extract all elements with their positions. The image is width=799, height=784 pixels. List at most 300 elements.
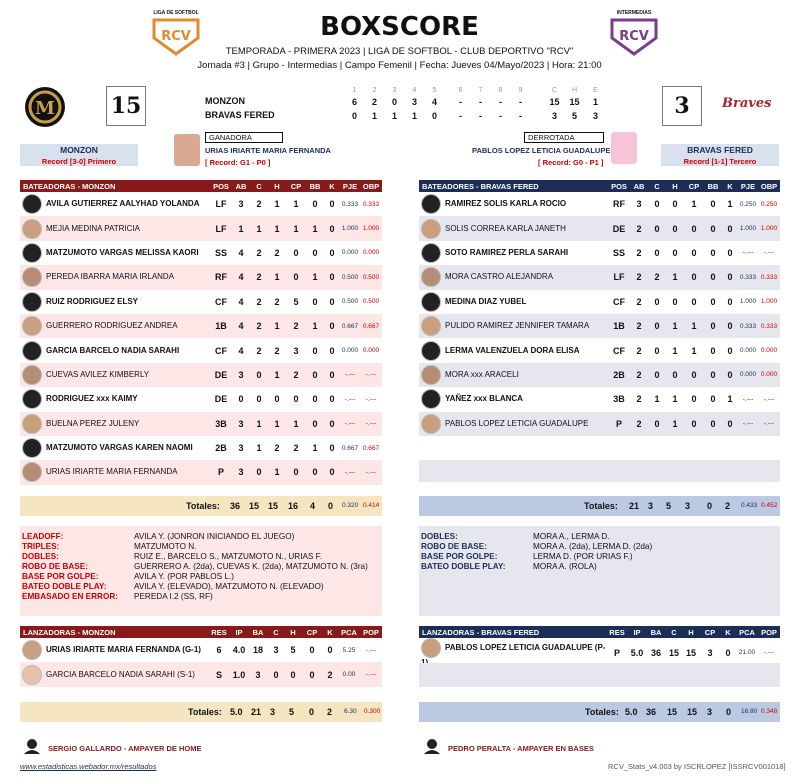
col-k: K bbox=[722, 180, 738, 192]
inning-score: - bbox=[459, 97, 462, 107]
stats-link[interactable]: www.estadisticas.webador.mx/resultados bbox=[20, 762, 157, 771]
totals-label: Totales: bbox=[584, 501, 618, 511]
stat-p: DE bbox=[210, 363, 232, 387]
loss-pitcher-name: PABLOS LOPEZ LETICIA GUADALUPE bbox=[472, 146, 611, 155]
total-ip: 5.0 bbox=[625, 707, 638, 717]
stat-res: 6 bbox=[216, 645, 222, 656]
stat-h: 1 bbox=[268, 265, 286, 289]
total-errors: 1 bbox=[592, 97, 598, 107]
inning-header: 3 bbox=[392, 87, 397, 94]
total-cp: 16 bbox=[288, 501, 299, 511]
player-name: MORA CASTRO ALEJANDRA bbox=[445, 272, 554, 282]
stat-ab: 2 bbox=[630, 412, 648, 436]
stat-h: 0 bbox=[284, 662, 302, 686]
stat-ab: 4 bbox=[238, 247, 244, 258]
total-hits: 15 bbox=[569, 97, 580, 107]
col-pop: POP bbox=[758, 626, 780, 638]
player-name: GARCIA BARCELO NADIA SARAHI bbox=[46, 345, 180, 355]
player-cell bbox=[419, 216, 608, 240]
stat-bb: 0 bbox=[312, 345, 318, 356]
header-row bbox=[419, 626, 780, 638]
stat-cp: 0 bbox=[293, 394, 299, 405]
stat-pje: -.--- bbox=[340, 363, 360, 387]
player-avatar bbox=[421, 341, 441, 361]
stat-h: 0 bbox=[274, 394, 280, 405]
table-row bbox=[20, 436, 382, 460]
away-notes bbox=[419, 526, 780, 616]
total-c: 3 bbox=[270, 707, 276, 717]
stat-pje: -.--- bbox=[340, 460, 360, 484]
player-avatar bbox=[22, 243, 42, 263]
away-record: Record [1-1] Tercero bbox=[683, 157, 757, 166]
player-avatar bbox=[22, 414, 42, 434]
col-h: H bbox=[666, 180, 684, 192]
credit-text: RCV_Stats_v4.003 by ISCRLOPEZ [ISSRCV001018] bbox=[608, 762, 786, 771]
stat-ab: 4 bbox=[238, 296, 244, 307]
player-avatar bbox=[22, 341, 42, 361]
table-title: BATEADORAS - MONZON bbox=[20, 180, 210, 192]
stat-c: 0 bbox=[250, 460, 268, 484]
table-row bbox=[20, 290, 382, 314]
note-key: BATEO DOBLE PLAY: bbox=[421, 562, 506, 571]
stat-obp: 1.000 bbox=[760, 298, 778, 306]
table-row bbox=[419, 338, 780, 362]
stat-pje: 0.000 bbox=[341, 347, 359, 355]
monzon-logo bbox=[22, 86, 68, 128]
player-name: PEREDA IBARRA MARIA IRLANDA bbox=[46, 272, 175, 282]
stat-p: CF bbox=[613, 345, 625, 356]
player-cell bbox=[20, 241, 210, 265]
stat-k: 0 bbox=[324, 363, 340, 387]
table-row bbox=[20, 216, 382, 240]
stat-obp: -.--- bbox=[360, 460, 382, 484]
col-k: K bbox=[324, 180, 340, 192]
stat-ab: 2 bbox=[630, 265, 648, 289]
player-avatar bbox=[421, 389, 441, 409]
stat-p: 3B bbox=[210, 412, 232, 436]
stat-obp: 0.500 bbox=[362, 298, 380, 306]
stat-pje: -.--- bbox=[344, 395, 356, 403]
stat-ab: 4 bbox=[238, 345, 244, 356]
stat-k: 0 bbox=[324, 265, 340, 289]
stat-p: 2B bbox=[215, 443, 227, 454]
pitcher-name: URIAS IRIARTE MARIA FERNANDA (G-1) bbox=[46, 645, 201, 655]
total-h: 15 bbox=[268, 501, 279, 511]
stat-k: 0 bbox=[722, 363, 738, 387]
stat-c: 0 bbox=[648, 363, 666, 387]
stat-bb: 0 bbox=[710, 199, 716, 210]
stat-p: 1B bbox=[608, 314, 630, 338]
col-c: C bbox=[666, 626, 682, 638]
player-cell bbox=[20, 265, 210, 289]
table-row bbox=[419, 265, 780, 289]
stat-k: 0 bbox=[727, 296, 733, 307]
stat-ba: 3 bbox=[248, 662, 268, 686]
inning-header: 2 bbox=[372, 87, 377, 94]
stat-bb: 0 bbox=[312, 394, 318, 405]
note-value: GUERRERO A. (2da), CUEVAS K. (2da), MATZUMOTO N. (3ra) bbox=[134, 562, 368, 571]
table-row bbox=[20, 412, 382, 436]
stat-cp: 1 bbox=[286, 412, 306, 436]
page-title: BOXSCORE bbox=[320, 12, 479, 42]
note-line bbox=[22, 582, 382, 592]
inning-header: 4 bbox=[412, 87, 417, 94]
stat-h: 5 bbox=[290, 645, 296, 656]
stat-h: 1 bbox=[666, 314, 684, 338]
table-row bbox=[419, 192, 780, 216]
total-k: 0 bbox=[328, 501, 334, 511]
stat-cp: 2 bbox=[293, 443, 299, 454]
stat-h: 1 bbox=[268, 460, 286, 484]
col-obp: OBP bbox=[360, 180, 382, 192]
total-k: 2 bbox=[327, 707, 333, 717]
stat-k: 0 bbox=[324, 412, 340, 436]
stat-bb: 1 bbox=[312, 443, 318, 454]
total-obp: 0.414 bbox=[363, 502, 380, 509]
stat-ip: 4.0 bbox=[232, 645, 246, 656]
player-cell bbox=[419, 387, 608, 411]
col-obp: OBP bbox=[758, 180, 780, 192]
stat-pje: 0.333 bbox=[341, 200, 359, 208]
player-avatar bbox=[421, 219, 441, 239]
stat-h: 1 bbox=[268, 412, 286, 436]
total-h: 5 bbox=[666, 501, 672, 511]
stat-cp: 0 bbox=[293, 247, 299, 258]
stat-ab: 2 bbox=[630, 314, 648, 338]
note-line bbox=[421, 542, 780, 552]
stat-bb: 0 bbox=[710, 247, 716, 258]
note-key: LEADOFF: bbox=[22, 532, 64, 541]
player-cell bbox=[20, 436, 210, 460]
stat-bb: 1 bbox=[306, 216, 324, 240]
table-row bbox=[20, 338, 382, 362]
total-runs: 15 bbox=[549, 97, 560, 107]
stat-obp: -.--- bbox=[763, 395, 775, 403]
total-pca: 6.30 bbox=[344, 708, 357, 715]
stat-h: 1 bbox=[666, 412, 684, 436]
inning-header: 7 bbox=[478, 87, 483, 94]
note-line bbox=[421, 552, 780, 562]
stat-pje: 0.000 bbox=[738, 363, 758, 387]
stat-bb: 0 bbox=[306, 363, 324, 387]
stat-k: 0 bbox=[727, 247, 733, 258]
note-key: ROBO DE BASE: bbox=[421, 542, 487, 551]
player-name: MORA xxx ARACELI bbox=[445, 370, 519, 380]
player-cell bbox=[20, 290, 210, 314]
stat-bb: 0 bbox=[306, 412, 324, 436]
stat-c: 0 bbox=[256, 394, 262, 405]
player-avatar bbox=[22, 194, 42, 214]
stat-ab: 2 bbox=[636, 296, 642, 307]
stat-ip: 5.0 bbox=[630, 647, 644, 658]
stat-k: 0 bbox=[324, 314, 340, 338]
col-c: C bbox=[250, 180, 268, 192]
svg-text:M: M bbox=[35, 98, 55, 119]
total-pca: 16.80 bbox=[741, 708, 758, 715]
away-team-box bbox=[661, 144, 779, 166]
stat-h: 1 bbox=[268, 314, 286, 338]
col-cp: CP bbox=[684, 180, 704, 192]
stat-cp: 0 bbox=[302, 662, 322, 686]
player-cell bbox=[419, 412, 608, 436]
note-line bbox=[22, 562, 382, 572]
stat-p: 3B bbox=[613, 394, 625, 405]
stat-c: 0 bbox=[654, 296, 660, 307]
stat-k: 0 bbox=[329, 247, 335, 258]
inning-score: - bbox=[519, 97, 522, 107]
stat-c: 2 bbox=[256, 296, 262, 307]
stat-obp: 0.333 bbox=[758, 314, 780, 338]
note-value: MORA A., LERMA D. bbox=[533, 532, 610, 541]
player-avatar bbox=[22, 462, 42, 482]
stat-obp: 0.000 bbox=[760, 347, 778, 355]
inning-score: - bbox=[499, 111, 502, 121]
player-name: PULIDO RAMIREZ JENNIFER TAMARA bbox=[445, 321, 590, 331]
total-pje: 0.433 bbox=[741, 502, 758, 509]
stat-bb: 0 bbox=[312, 199, 318, 210]
total-hits: 5 bbox=[571, 111, 577, 121]
stat-k: 0 bbox=[324, 460, 340, 484]
table-row bbox=[419, 387, 780, 411]
player-avatar bbox=[421, 292, 441, 312]
table-row bbox=[20, 314, 382, 338]
table-row bbox=[419, 363, 780, 387]
note-value: PEREDA I.2 (SS, RF) bbox=[134, 592, 213, 601]
col-bb: BB bbox=[704, 180, 722, 192]
player-cell bbox=[419, 363, 608, 387]
table-row bbox=[419, 241, 780, 265]
umpire-home: SERGIO GALLARDO - AMPAYER DE HOME bbox=[48, 744, 202, 753]
total-h: 15 bbox=[687, 707, 698, 717]
stat-cp: 0 bbox=[309, 645, 315, 656]
stat-h: 2 bbox=[274, 247, 280, 258]
player-avatar bbox=[421, 267, 441, 287]
total-c: 3 bbox=[648, 501, 654, 511]
inning-score: 1 bbox=[411, 111, 417, 121]
pitcher-cell bbox=[20, 638, 208, 662]
away-pitching-filler bbox=[419, 663, 780, 687]
note-value: MORA A. (ROLA) bbox=[533, 562, 597, 571]
note-line bbox=[22, 532, 382, 542]
stat-c: 2 bbox=[648, 265, 666, 289]
stat-obp: -.--- bbox=[360, 363, 382, 387]
stat-cp: 0 bbox=[684, 363, 704, 387]
stat-p: CF bbox=[215, 296, 227, 307]
stat-p: RF bbox=[210, 265, 232, 289]
totals-label: Totales: bbox=[585, 707, 619, 717]
col-pos: POS bbox=[608, 180, 630, 192]
inning-header: 5 bbox=[432, 87, 437, 94]
pitcher-name: PABLOS LOPEZ LETICIA GUADALUPE (P- bbox=[445, 643, 606, 653]
stat-res: P bbox=[613, 647, 620, 658]
stat-bb: 0 bbox=[704, 314, 722, 338]
player-avatar bbox=[421, 194, 441, 214]
table-row bbox=[20, 265, 382, 289]
player-avatar bbox=[22, 640, 42, 660]
stat-cp: 0 bbox=[691, 394, 697, 405]
inning-header: 1 bbox=[352, 87, 357, 94]
stat-k: 0 bbox=[327, 645, 333, 656]
win-label: GANADORA bbox=[205, 132, 283, 143]
stat-k: 0 bbox=[324, 216, 340, 240]
note-key: DOBLES: bbox=[421, 532, 458, 541]
player-cell bbox=[20, 460, 210, 484]
stat-cp: 2 bbox=[286, 363, 306, 387]
col-pop: POP bbox=[360, 626, 382, 638]
stat-k: 0 bbox=[722, 412, 738, 436]
stat-k: 0 bbox=[329, 296, 335, 307]
total-errors: 3 bbox=[592, 111, 598, 121]
stat-obp: 0.500 bbox=[360, 265, 382, 289]
stat-c: 0 bbox=[250, 363, 268, 387]
stat-pje: 0.667 bbox=[340, 314, 360, 338]
player-name: MATZUMOTO VARGAS KAREN NAOMI bbox=[46, 443, 193, 453]
total-ip: 5.0 bbox=[230, 707, 243, 717]
player-name: MEDINA DIAZ YUBEL bbox=[445, 296, 527, 306]
stat-obp: 0.333 bbox=[758, 265, 780, 289]
win-pitcher-record: [ Record: G1 - P0 ] bbox=[205, 158, 271, 167]
stat-c: 2 bbox=[256, 199, 262, 210]
stat-cp: 1 bbox=[293, 199, 299, 210]
player-cell bbox=[419, 192, 608, 216]
stat-ab: 3 bbox=[636, 199, 642, 210]
home-team-box bbox=[20, 144, 138, 166]
total-cp: 3 bbox=[707, 707, 713, 717]
total-pop: 0.348 bbox=[761, 708, 778, 715]
player-name: SOTO RAMIREZ PERLA SARAHI bbox=[445, 248, 569, 258]
stat-cp: 1 bbox=[691, 199, 697, 210]
totals-label: Totales: bbox=[188, 707, 222, 717]
stat-pje: 0.667 bbox=[341, 444, 359, 452]
stat-c: 2 bbox=[256, 247, 262, 258]
player-name: SOLIS CORREA KARLA JANETH bbox=[445, 223, 566, 233]
col-ip: IP bbox=[628, 626, 646, 638]
stat-obp: 0.333 bbox=[362, 200, 380, 208]
stat-pje: 0.333 bbox=[738, 265, 758, 289]
table-row bbox=[20, 460, 382, 484]
stat-bb: 0 bbox=[312, 247, 318, 258]
stat-h: 2 bbox=[274, 296, 280, 307]
total-bb: 4 bbox=[310, 501, 316, 511]
stat-pop: -.--- bbox=[365, 646, 377, 654]
col-ab: AB bbox=[630, 180, 648, 192]
table-row bbox=[20, 192, 382, 216]
note-line bbox=[22, 552, 382, 562]
total-bb: 0 bbox=[707, 501, 713, 511]
stat-pje: 0.500 bbox=[341, 298, 359, 306]
away-team-label: BRAVAS FERED bbox=[687, 145, 753, 155]
stat-cp: 1 bbox=[691, 345, 697, 356]
away-batting-totals bbox=[419, 496, 780, 516]
player-avatar bbox=[421, 414, 441, 434]
header-row bbox=[419, 180, 780, 192]
stat-ba: 36 bbox=[650, 647, 661, 658]
stat-cp: 0 bbox=[286, 460, 306, 484]
player-name: RAMIREZ SOLIS KARLA ROCIO bbox=[445, 199, 567, 209]
stat-ab: 3 bbox=[238, 443, 244, 454]
inning-score: - bbox=[459, 111, 462, 121]
stat-pje: 0.250 bbox=[739, 200, 757, 208]
stat-pje: 0.000 bbox=[739, 347, 757, 355]
inning-header: 9 bbox=[518, 87, 523, 94]
note-key: BASE POR GOLPE: bbox=[22, 572, 99, 581]
note-value: AVILA Y. (POR PABLOS L.) bbox=[134, 572, 234, 581]
player-avatar bbox=[22, 316, 42, 336]
table-row bbox=[419, 290, 780, 314]
note-line bbox=[22, 572, 382, 582]
inning-score: - bbox=[519, 111, 522, 121]
stat-c: 0 bbox=[654, 247, 660, 258]
stat-c: 2 bbox=[256, 345, 262, 356]
stat-p: 2B bbox=[608, 363, 630, 387]
col-h: H bbox=[268, 180, 286, 192]
total-k: 2 bbox=[725, 501, 731, 511]
away-pitching-table bbox=[419, 626, 780, 667]
col-bb: BB bbox=[306, 180, 324, 192]
col-c: C bbox=[648, 180, 666, 192]
stat-c: 0 bbox=[654, 345, 660, 356]
stat-h: 0 bbox=[672, 296, 678, 307]
player-cell bbox=[419, 338, 608, 362]
stat-obp: 0.000 bbox=[758, 363, 780, 387]
stat-k: 0 bbox=[329, 443, 335, 454]
player-avatar bbox=[22, 292, 42, 312]
stat-ab: 2 bbox=[636, 247, 642, 258]
stat-bb: 0 bbox=[704, 363, 722, 387]
group-logo: INTERMEDIAS RCV bbox=[606, 10, 662, 60]
note-key: EMBASADO EN ERROR: bbox=[22, 592, 118, 601]
col-c: C bbox=[268, 626, 284, 638]
inning-score: - bbox=[499, 97, 502, 107]
stat-cp: 0 bbox=[684, 265, 704, 289]
che-header: H bbox=[571, 87, 578, 94]
inning-score: 2 bbox=[371, 97, 377, 107]
stat-pje: 1.000 bbox=[340, 216, 360, 240]
col-pca: PCA bbox=[338, 626, 360, 638]
player-name: BUELNA PEREZ JULENY bbox=[46, 418, 140, 428]
player-name: PABLOS LOPEZ LETICIA GUADALUPE bbox=[445, 418, 589, 428]
stat-obp: 1.000 bbox=[360, 216, 382, 240]
stat-pje: -.--- bbox=[738, 412, 758, 436]
player-avatar bbox=[421, 638, 441, 658]
note-value: MORA A. (2da), LERMA D. (2da) bbox=[533, 542, 653, 551]
stat-ab: 2 bbox=[636, 345, 642, 356]
stat-ab: 2 bbox=[630, 216, 648, 240]
player-cell bbox=[419, 241, 608, 265]
table-row bbox=[419, 216, 780, 240]
stat-ab: 4 bbox=[232, 265, 250, 289]
col-h: H bbox=[682, 626, 700, 638]
win-pitcher-name: URIAS IRIARTE MARIA FERNANDA bbox=[205, 146, 331, 155]
stat-ab: 2 bbox=[636, 394, 642, 405]
stat-pje: -.--- bbox=[742, 249, 754, 257]
stat-h: 0 bbox=[672, 199, 678, 210]
losing-pitcher-photo bbox=[611, 132, 637, 164]
stat-k: 2 bbox=[322, 662, 338, 686]
home-pitching-totals bbox=[20, 702, 382, 722]
stat-ab: 3 bbox=[238, 199, 244, 210]
monzon-logo-icon bbox=[22, 86, 68, 128]
note-value: RUIZ E., BARCELO S., MATZUMOTO N., URIAS F. bbox=[134, 552, 323, 561]
stat-c: 0 bbox=[654, 199, 660, 210]
stat-p: DE bbox=[608, 216, 630, 240]
stat-h: 0 bbox=[672, 247, 678, 258]
stat-k: 0 bbox=[722, 216, 738, 240]
inning-score: 3 bbox=[411, 97, 417, 107]
stat-cp: 1 bbox=[684, 314, 704, 338]
total-cp: 3 bbox=[685, 501, 691, 511]
stat-c: 2 bbox=[250, 265, 268, 289]
